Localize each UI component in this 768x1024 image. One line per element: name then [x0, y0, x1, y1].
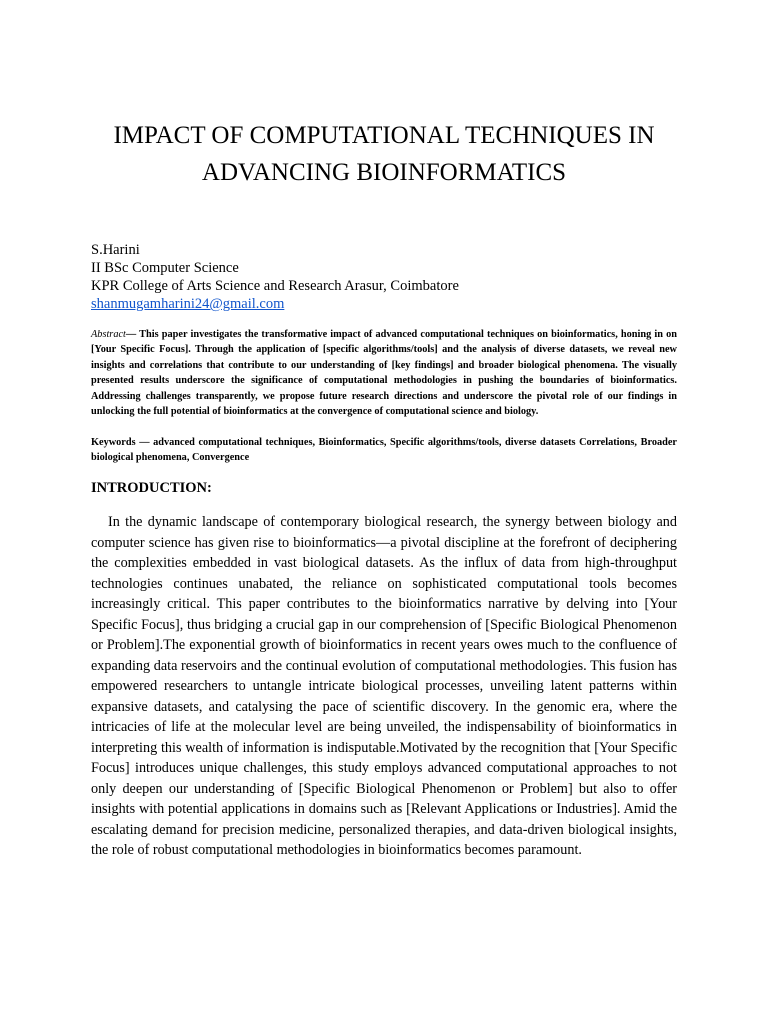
paper-title: IMPACT OF COMPUTATIONAL TECHNIQUES IN ADVANCING BIOINFORMATICS [113, 122, 655, 186]
author-block [91, 241, 691, 313]
abstract-text: This paper investigates the transformative impact of advanced computational techniques on bioinformatics, honing in on [Your Specific Focus]. Through the application of [specific algorithms/tools] and the analysis of diverse datasets, we reveal new insights and correlations that contribute to our understanding of [key findings] and broader biological phenomena. The visually presented results underscore the significance of computational methodologies in pushing the boundaries of bioinformatics. Addressing challenges transparently, we propose future research directions and underscore the pivotal role of our findings in unlocking the full potential of bioinformatics at the convergence of computational science and biology. [91, 329, 678, 418]
keywords-paragraph: Keywords — advanced computational techniques, Bioinformatics, Specific algorithms/tools, diverse datasets Correlations, Broader biological phenomena, Convergence [91, 437, 677, 464]
author-email-link[interactable]: shanmugamharini24@gmail.com [91, 296, 285, 312]
abstract-label: Abstract [91, 329, 126, 340]
abstract-paragraph [91, 327, 677, 419]
author-name: S.Harini [91, 242, 140, 258]
abstract-separator: — [125, 329, 140, 340]
introduction-heading: INTRODUCTION: [91, 480, 212, 496]
introduction-paragraph: In the dynamic landscape of contemporary biological research, the synergy between biology and computer science has given rise to bioinformatics—a pivotal discipline at the forefront of deciphering the complexities embedded in vast biological datasets. As the influx of data from high-throughput technologies continues unabated, the reliance on sophisticated computational tools becomes increasingly critical. This paper contributes to the bioinformatics narrative by delving into [Your Specific Focus], thus bridging a crucial gap in our comprehension of [Specific Biological Phenomenon or Problem].The exponential growth of bioinformatics in recent years owes much to the confluence of expanding data reservoirs and the continual evolution of computational methodologies. This fusion has empowered researchers to untangle intricate biological processes, unveiling latent patterns within expansive datasets, and catalysing the pace of scientific discovery. In the genomic era, where the intricacies of life at the molecular level are being unveiled, the indispensability of bioinformatics in interpreting this wealth of information is indisputable.Motivated by the recognition that [Your Specific Focus] introduces unique challenges, this study employs advanced computational approaches to not only deepen our understanding of [Specific Biological Phenomenon or Problem] but also to offer insights with potential applications in domains such as [Relevant Applications or Industries]. Amid the escalating demand for precision medicine, personalized therapies, and data-driven biological insights, the role of robust computational methodologies in bioinformatics becomes paramount. [91, 514, 677, 858]
author-affiliation: KPR College of Arts Science and Research Arasur, Coimbatore [91, 278, 459, 294]
author-degree: II BSc Computer Science [91, 260, 239, 276]
